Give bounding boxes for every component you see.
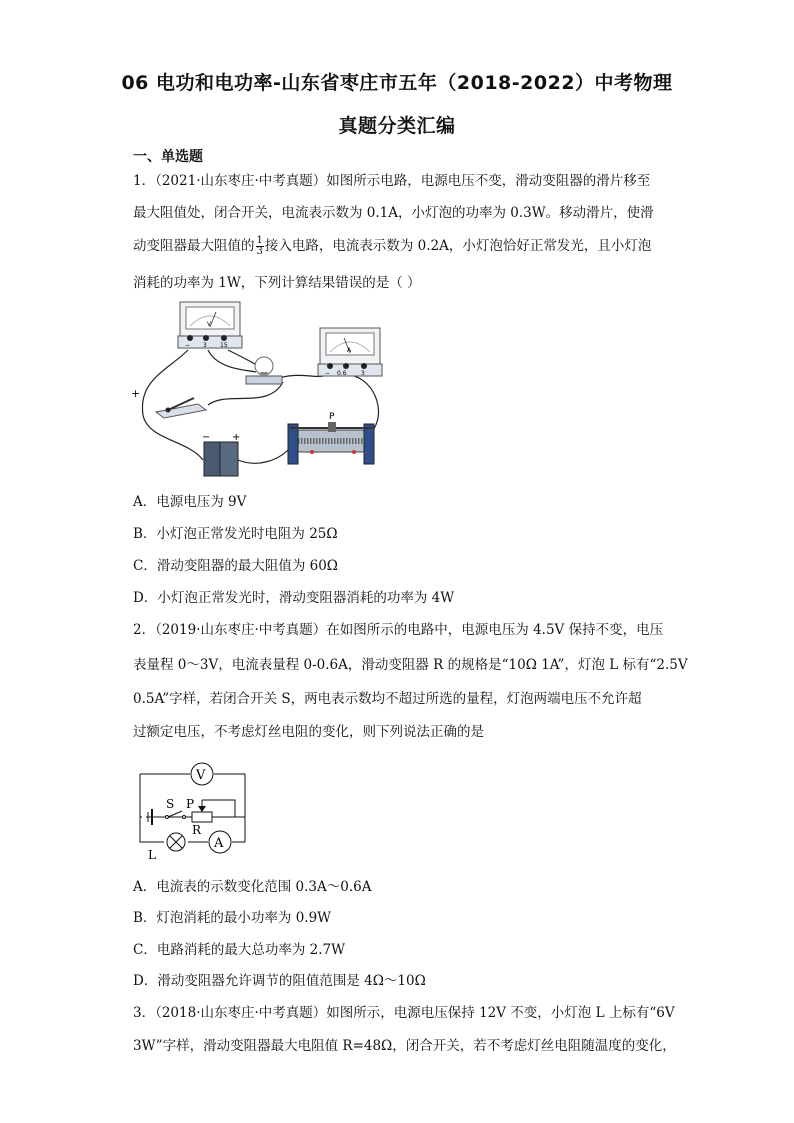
fraction-denominator: 3	[256, 246, 263, 257]
ammeter-terminal-neg: −	[325, 370, 331, 377]
voltmeter	[178, 302, 242, 349]
ammeter	[318, 328, 382, 377]
q2-option-c[interactable]: C．电路消耗的最大总功率为 2.7W	[133, 942, 345, 958]
rheostat	[288, 412, 374, 464]
q2-switch-label: S	[166, 797, 175, 811]
q2-slider-label: P	[186, 797, 195, 811]
doc-title-line2: 真题分类汇编	[338, 115, 456, 137]
q2-option-a[interactable]: A．电流表的示数变化范围 0.3A～0.6A	[133, 879, 372, 895]
q2-text-line1: 2．（2019·山东枣庄·中考真题）在如图所示的电路中，电源电压为 4.5V 保持不变，电压	[133, 622, 664, 638]
battery	[202, 432, 240, 476]
q2-voltmeter-label: V	[196, 768, 206, 783]
q2-text-line2: 表量程 0～3V，电流表量程 0-0.6A，滑动变阻器 R 的规格是“10Ω 1A”，灯泡 L 标有“2.5V	[133, 657, 688, 673]
voltmeter-terminal-15: 15	[220, 342, 228, 349]
light-bulb	[246, 357, 282, 384]
q2-lamp-label: L	[148, 848, 156, 862]
q1-text-line2: 最大阻值处，闭合开关，电流表示数为 0.1A，小灯泡的功率为 0.3W。移动滑片，使滑	[133, 205, 654, 221]
q1-option-a[interactable]: A．电源电压为 9V	[133, 494, 247, 510]
fraction	[256, 236, 264, 257]
q2-resistor-label: R	[192, 823, 202, 837]
voltmeter-letter: V	[207, 321, 212, 328]
ammeter-terminal-3: 3	[361, 370, 365, 377]
q2-option-d[interactable]: D．滑动变阻器允许调节的阻值范围是 4Ω～10Ω	[133, 973, 426, 989]
q1-option-d[interactable]: D．小灯泡正常发光时，滑动变阻器消耗的功率为 4W	[133, 590, 455, 606]
slider-label-p: P	[329, 412, 335, 422]
q1-circuit-figure	[128, 300, 398, 480]
wire	[208, 382, 283, 405]
q1-text-line4: 消耗的功率为 1W，下列计算结果错误的是（ ）	[133, 275, 421, 291]
ammeter-letter: A	[347, 347, 352, 354]
doc-title-line1: 06 电功和电功率-山东省枣庄市五年（2018-2022）中考物理	[121, 72, 673, 94]
q1-text-line1: 1．（2021·山东枣庄·中考真题）如图所示电路，电源电压不变，滑动变阻器的滑片移至	[133, 173, 651, 189]
q3-text-line1: 3．（2018·山东枣庄·中考真题）如图所示，电源电压保持 12V 不变，小灯泡 L 上标有“6V	[133, 1005, 675, 1021]
q1-option-b[interactable]: B．小灯泡正常发光时电阻为 25Ω	[133, 526, 338, 542]
plus-sign-left: +	[131, 387, 141, 400]
fraction-numerator: 1	[256, 235, 263, 246]
q3-text-line2: 3W”字样，滑动变阻器最大电阻值 R=48Ω，闭合开关，若不考虑灯丝电阻随温度的变化，	[133, 1038, 676, 1054]
voltmeter-terminal-neg: −	[185, 342, 191, 349]
wire	[238, 450, 288, 463]
q2-text-line3: 0.5A”字样，若闭合开关 S，两电表示数均不超过所选的量程，灯泡两端电压不允许超	[133, 691, 642, 707]
battery-plus: +	[232, 432, 241, 443]
q1-option-c[interactable]: C．滑动变阻器的最大阻值为 60Ω	[133, 558, 338, 574]
voltmeter-terminal-3: 3	[203, 342, 207, 349]
q2-ammeter-label: A	[214, 836, 224, 851]
ammeter-terminal-06: 0.6	[337, 370, 347, 377]
q2-option-b[interactable]: B．灯泡消耗的最小功率为 0.9W	[133, 910, 332, 926]
section-heading: 一、单选题	[133, 149, 203, 165]
q1-text-line3a: 动变阻器最大阻值的	[133, 238, 255, 254]
battery-minus: −	[202, 432, 211, 443]
q1-text-line3b: 接入电路，电流表示数为 0.2A，小灯泡恰好正常发光，且小灯泡	[264, 238, 652, 254]
q1-text-line3	[133, 236, 663, 257]
q2-circuit-schematic	[130, 762, 260, 862]
q2-text-line4: 过额定电压，不考虑灯丝电阻的变化，则下列说法正确的是	[133, 724, 484, 740]
